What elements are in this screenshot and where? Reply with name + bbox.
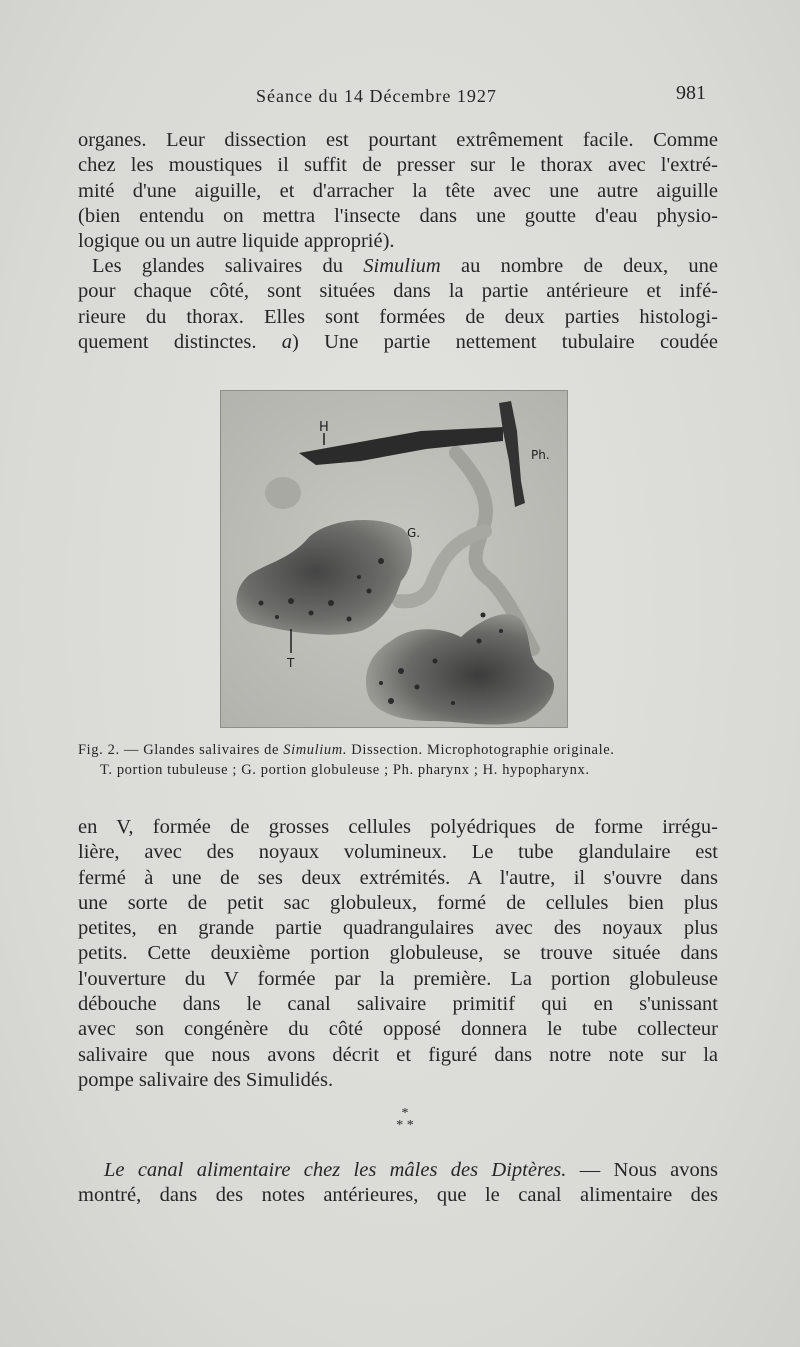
text-line: Les glandes salivaires du Simulium au nombre de deux, une: [92, 255, 718, 277]
text-line: petites, en grande partie quadrangulaires avec des noyaux plus: [78, 917, 718, 940]
figure-microphotograph: [220, 390, 568, 728]
text-line: pour chaque côté, sont situées dans la partie antérieure et infé-: [78, 280, 718, 303]
label-h: H: [319, 420, 329, 435]
figure-caption: [78, 740, 742, 780]
running-head: Séance du 14 Décembre 1927: [256, 86, 497, 106]
small-blob: [265, 477, 301, 509]
text-line: l'ouverture du V formée par la première. La portion globuleuse: [78, 967, 718, 990]
text-line: en V, formée de grosses cellules polyédriques de forme irrégu-: [78, 816, 718, 838]
label-ph: Ph.: [531, 448, 550, 462]
text-line: logique ou un autre liquide approprié).: [78, 230, 395, 253]
text-line: pompe salivaire des Simulidés.: [78, 1068, 334, 1091]
text-line: avec son congénère du côté opposé donnera le tube collecteur: [78, 1018, 718, 1041]
text-line: fermé à une de ses deux extrémités. A l'autre, il s'ouvre dans: [78, 866, 718, 889]
paragraph-glandes: [78, 254, 718, 355]
text-line: chez les moustiques il suffit de presser sur le thorax avec l'extré-: [78, 154, 718, 177]
text-line: (bien entendu on mettra l'insecte dans une goutte d'eau physio-: [78, 204, 718, 227]
paragraph-canal: [78, 1158, 718, 1209]
text-line: Le canal alimentaire chez les mâles des Diptères. — Nous avons: [104, 1159, 718, 1181]
salivary-gland-image: [221, 391, 567, 727]
text-line: rieure du thorax. Elles sont formées de deux parties histologi-: [78, 305, 718, 328]
text-line: quement distinctes. a) Une partie nettement tubulaire coudée: [78, 330, 718, 353]
text-line: une sorte de petit sac globuleux, formé de cellules bien plus: [78, 891, 718, 914]
section-separator: [390, 1108, 420, 1132]
text-line: lière, avec des noyaux volumineux. Le tube glandulaire est: [78, 841, 718, 864]
caption-line: Fig. 2. — Glandes salivaires de Simulium. Dissection. Microphotographie originale.: [78, 742, 615, 758]
label-g: G.: [407, 526, 421, 540]
page-number: 981: [676, 82, 706, 104]
page-header: [0, 82, 800, 112]
text-line: salivaire que nous avons décrit et figuré dans notre note sur la: [78, 1043, 718, 1066]
label-t: T: [287, 656, 295, 670]
text-line: débouche dans le canal salivaire primitif qui en s'unissant: [78, 993, 718, 1016]
text-line: petits. Cette deuxième portion globuleuse, se trouve située dans: [78, 942, 718, 965]
asterisk: *: [401, 1106, 409, 1121]
text-line: organes. Leur dissection est pourtant extrêmement facile. Comme: [78, 129, 718, 151]
paragraph-dissection: [78, 128, 718, 254]
asterisk-pair: * *: [396, 1118, 414, 1133]
paragraph-description: [78, 815, 718, 1093]
text-line: mité d'une aiguille, et d'arracher la tête avec une autre aiguille: [78, 179, 718, 202]
text-line: montré, dans des notes antérieures, que le canal alimentaire des: [78, 1184, 718, 1207]
caption-line: T. portion tubuleuse ; G. portion globuleuse ; Ph. pharynx ; H. hypopharynx.: [100, 762, 590, 778]
